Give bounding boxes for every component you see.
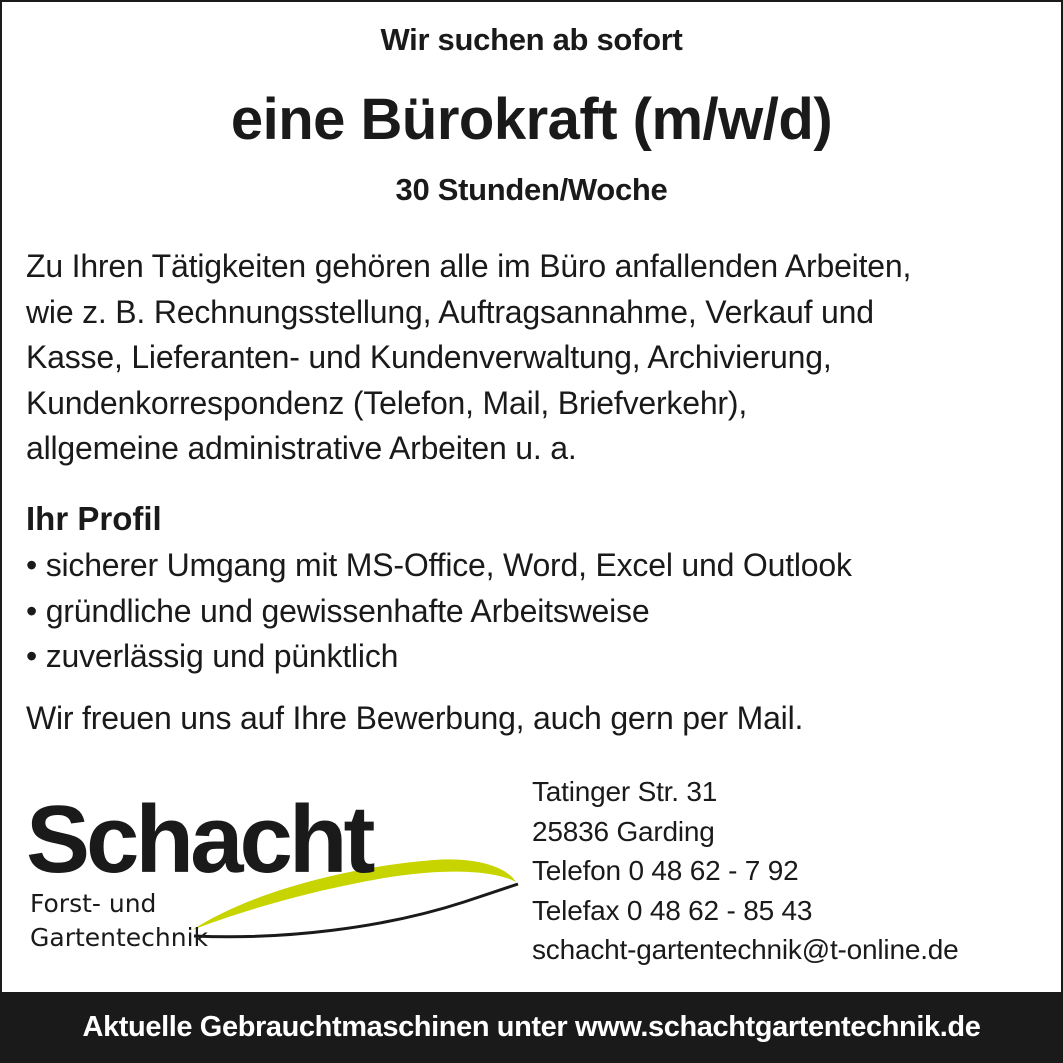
profile-heading: Ihr Profil [26, 500, 162, 537]
contact-block [532, 772, 959, 970]
description-line: Zu Ihren Tätigkeiten gehören alle im Büro anfallenden Arbeiten, [26, 248, 912, 284]
description-line: Kasse, Lieferanten- und Kundenverwaltung, Archivierung, [26, 339, 832, 375]
logo-subtitle-line1: Forst- und [30, 889, 157, 918]
description-line: allgemeine administrative Arbeiten u. a. [26, 430, 577, 466]
company-logo [24, 790, 524, 960]
intro-line: Wir suchen ab sofort [380, 22, 683, 57]
description-line: wie z. B. Rechnungsstellung, Auftragsannahme, Verkauf und [26, 293, 874, 330]
closing-text: Wir freuen uns auf Ihre Bewerbung, auch gern per Mail. [26, 700, 804, 736]
footer-banner [0, 992, 1063, 1063]
contact-fax: Telefax 0 48 62 - 85 43 [532, 894, 813, 926]
job-description [26, 244, 1046, 472]
contact-phone: Telefon 0 48 62 - 7 92 [532, 855, 799, 886]
position-title: eine Bürokraft (m/w/d) [230, 87, 833, 152]
contact-street: Tatinger Str. 31 [532, 776, 718, 807]
profile-item: • gründliche und gewissenhafte Arbeitsweise [26, 592, 650, 629]
contact-city: 25836 Garding [532, 815, 715, 847]
contact-email[interactable]: schacht-gartentechnik@t-online.de [532, 934, 959, 965]
working-hours: 30 Stunden/Woche [395, 172, 668, 207]
logo-wordmark: Schacht [26, 790, 372, 893]
profile-item: • zuverlässig und pünktlich [26, 638, 399, 674]
logo-subtitle-line2: Gartentechnik [30, 923, 209, 952]
description-line: Kundenkorrespondenz (Telefon, Mail, Briefverkehr), [26, 384, 748, 421]
profile-list [26, 543, 852, 680]
profile-item: • sicherer Umgang mit MS-Office, Word, Excel und Outlook [26, 547, 852, 583]
footer-text[interactable]: Aktuelle Gebrauchtmaschinen unter www.schachtgartentechnik.de [82, 1011, 981, 1043]
